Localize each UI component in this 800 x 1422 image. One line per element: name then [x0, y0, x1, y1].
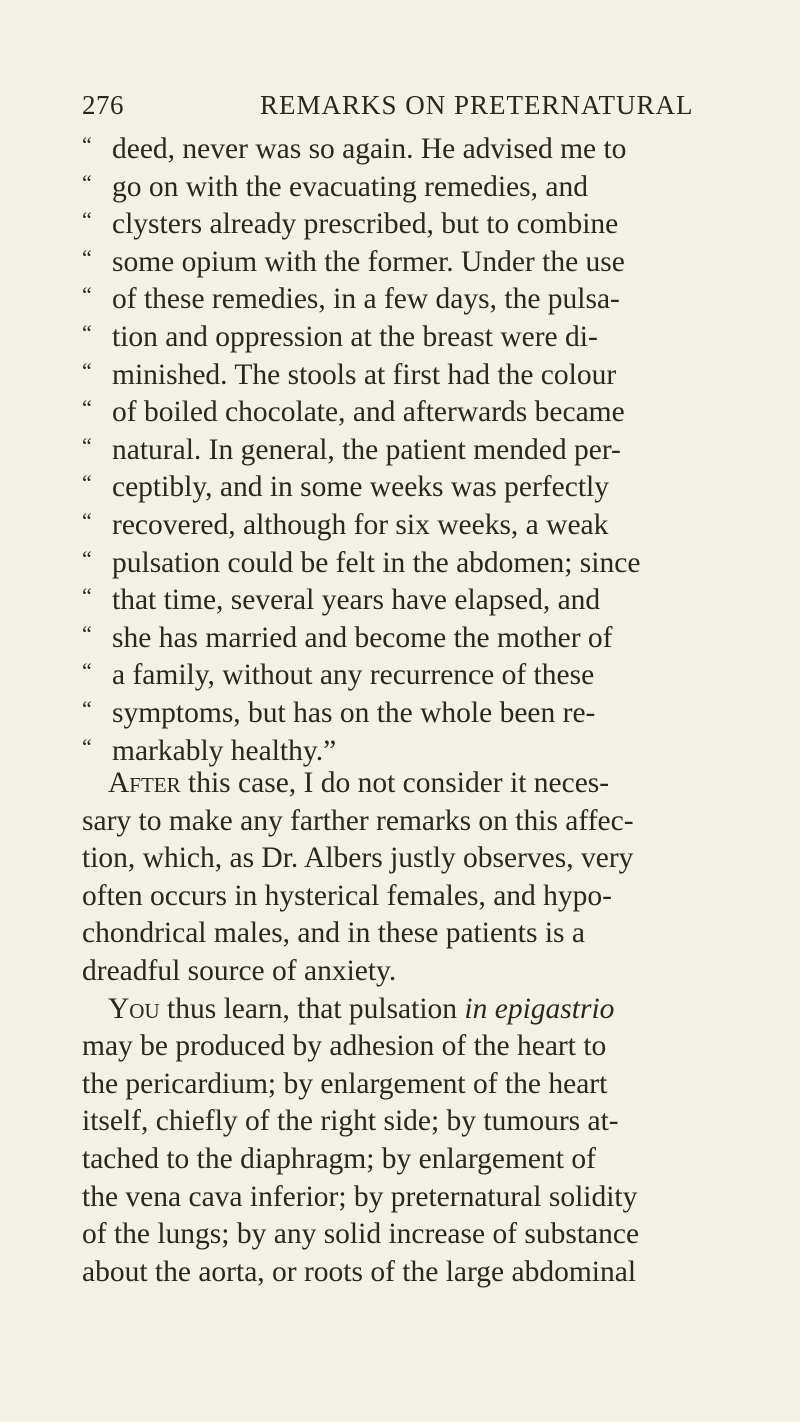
line-text: of boiled chocolate, and afterwards became [112, 396, 625, 429]
text-line [82, 803, 732, 841]
quote-mark: “ [82, 620, 92, 646]
paragraph-lead: After [108, 767, 181, 800]
line-text: symptoms, but has on the whole been re- [112, 696, 596, 729]
text-line [82, 427, 732, 465]
paragraph-3-first-line [82, 991, 732, 1029]
line-text: chondrical males, and in these patients is a [82, 917, 585, 950]
text-line [82, 502, 732, 540]
line-text: itself, chiefly of the right side; by tumours at- [82, 1105, 619, 1138]
line-text: recovered, although for six weeks, a weak [112, 508, 609, 541]
quote-mark: “ [82, 583, 92, 609]
line-text: often occurs in hysterical females, and hypo- [82, 879, 612, 912]
line-text: the pericardium; by enlargement of the heart [82, 1067, 608, 1100]
line-text: of these remedies, in a few days, the pulsa- [112, 283, 620, 316]
quote-mark: “ [82, 658, 92, 684]
text-line [82, 878, 732, 916]
text-line [82, 276, 732, 314]
text-line [82, 1103, 732, 1141]
text-line [82, 352, 732, 390]
italic-term: in epigastrio [464, 992, 615, 1025]
text-line [82, 1141, 732, 1179]
paragraph-2-first-line [82, 765, 732, 803]
line-text: dreadful source of anxiety. [82, 955, 397, 988]
page-number: 276 [82, 90, 124, 120]
quote-mark: “ [82, 395, 92, 421]
line-text: minished. The stools at first had the colour [112, 358, 617, 391]
body-text [82, 126, 732, 1291]
text-line [82, 690, 732, 728]
text-line [82, 1216, 732, 1254]
line-text: the vena cava inferior; by preternatural solidity [82, 1180, 638, 1213]
quote-mark: “ [82, 695, 92, 721]
text-line [82, 126, 732, 164]
line-text: markably healthy.” [112, 734, 337, 767]
line-text: go on with the evacuating remedies, and [112, 170, 588, 203]
text-line [82, 953, 732, 991]
line-text: tion and oppression at the breast were di- [112, 320, 598, 353]
page-header [82, 90, 722, 130]
quote-mark: “ [82, 733, 92, 759]
text-line [82, 1254, 732, 1292]
quote-mark: “ [82, 357, 92, 383]
text-line [82, 840, 732, 878]
text-line [82, 615, 732, 653]
text-line [82, 389, 732, 427]
line-text: may be produced by adhesion of the heart to [82, 1030, 607, 1063]
line-text: clysters already prescribed, but to combine [112, 208, 619, 241]
text-line [82, 652, 732, 690]
line-text: a family, without any recurrence of these [112, 659, 595, 692]
text-line [82, 1028, 732, 1066]
paragraph-lead: You [108, 992, 160, 1025]
quote-mark: “ [82, 432, 92, 458]
text-line [82, 577, 732, 615]
text-line [82, 314, 732, 352]
quote-mark: “ [82, 282, 92, 308]
line-text: some opium with the former. Under the use [112, 245, 625, 278]
quote-mark: “ [82, 545, 92, 571]
line-text: ceptibly, and in some weeks was perfectly [112, 471, 609, 504]
text-line [82, 239, 732, 277]
line-text: tion, which, as Dr. Albers justly observes, very [82, 842, 634, 875]
line-text: thus learn, that pulsation [159, 992, 465, 1025]
text-line [82, 464, 732, 502]
quote-mark: “ [82, 207, 92, 233]
quote-mark: “ [82, 507, 92, 533]
text-line [82, 540, 732, 578]
quote-mark: “ [82, 319, 92, 345]
line-text: sary to make any farther remarks on this affec- [82, 804, 634, 837]
quote-mark: “ [82, 132, 92, 157]
quote-mark: “ [82, 470, 92, 496]
quote-mark: “ [82, 169, 92, 195]
line-text: of the lungs; by any solid increase of substance [82, 1218, 640, 1251]
text-line [82, 201, 732, 239]
running-head: REMARKS ON PRETERNATURAL [260, 90, 694, 120]
quote-mark: “ [82, 244, 92, 270]
line-text: tached to the diaphragm; by enlargement of [82, 1143, 596, 1176]
line-text: deed, never was so again. He advised me to [112, 133, 627, 165]
line-text: this case, I do not consider it neces- [180, 767, 610, 800]
line-text: that time, several years have elapsed, and [112, 584, 601, 617]
line-text: natural. In general, the patient mended per- [112, 433, 621, 466]
line-text: she has married and become the mother of [112, 621, 613, 654]
text-line [82, 1179, 732, 1217]
text-line [82, 728, 732, 766]
text-line [82, 1066, 732, 1104]
text-line [82, 915, 732, 953]
line-text: pulsation could be felt in the abdomen; since [112, 546, 641, 579]
line-text: about the aorta, or roots of the large abdominal [82, 1255, 637, 1288]
text-line [82, 164, 732, 202]
